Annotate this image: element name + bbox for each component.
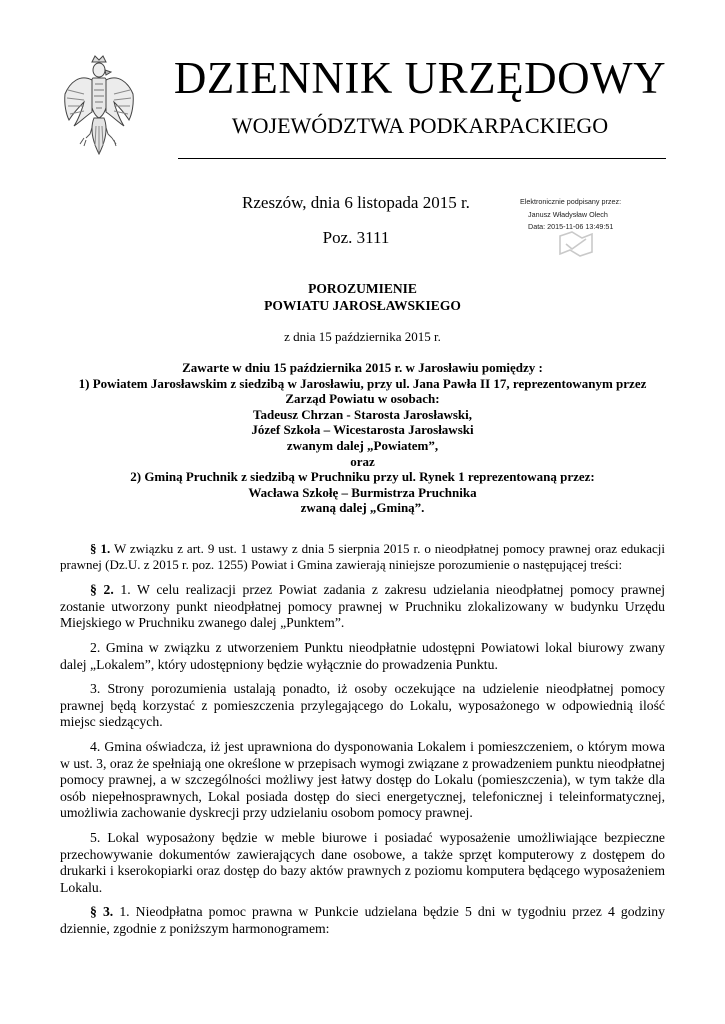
publication-date: Rzeszów, dnia 6 listopada 2015 r. [242, 193, 470, 212]
section-mark: § 1. [90, 541, 111, 556]
paragraph-text: 1. Nieodpłatna pomoc prawna w Punkcie udzielana będzie 5 dni w tygodniu przez 4 godziny dziennie, zgodnie z poniższym harmonogramem: [60, 904, 665, 936]
polish-eagle-emblem-icon [62, 54, 136, 164]
signature-label: Elektronicznie podpisany przez: [520, 197, 622, 206]
signature-name: Janusz Władysław Olech [528, 209, 608, 219]
paragraph-2-2: 2. Gmina w związku z utworzeniem Punktu nieodpłatnie udostępni Powiatowi lokal biurowy zwany dalej „Lokalem”, który udostępniony będzie wyłącznie do prowadzenia Punktu. [60, 639, 665, 672]
electronic-signature [520, 196, 720, 234]
journal-subtitle: WOJEWÓDZTWA PODKARPACKIEGO [231, 113, 609, 138]
document-title-line2: POWIATU JAROSŁAWSKIEGO [264, 297, 461, 313]
parties-line: zwaną dalej „Gminą”. [300, 500, 425, 516]
parties-line: 1) Powiatem Jarosławskim z siedzibą w Jarosławiu, przy ul. Jana Pawła II 17, reprezentowanym przez [78, 375, 647, 391]
document-body [60, 541, 665, 945]
paragraph-text: W związku z art. 9 ust. 1 ustawy z dnia 5 sierpnia 2015 r. o nieodpłatnej pomocy prawnej oraz edukacji prawnej (Dz.U. z 2015 r. poz. 1255) Powiat i Gmina zawierają niniejsze porozumienie o następującej treści: [60, 541, 666, 572]
paragraph-text: 1. W celu realizacji przez Powiat zadania z zakresu udzielania nieodpłatnej pomocy prawnej zostanie utworzony punkt nieodpłatnej pomocy prawnej w Pruchniku zlokalizowany w budynku Urzędu Miejskiego w Pruchniku zwanego dalej „Punktem”. [60, 582, 665, 631]
paragraph-section-3 [60, 904, 665, 937]
parties-line: Tadeusz Chrzan - Starosta Jarosławski, [253, 406, 472, 422]
position-number: Poz. 3111 [322, 228, 390, 247]
parties-block [40, 360, 685, 516]
parties-line: 2) Gminą Pruchnik z siedzibą w Pruchniku przy ul. Rynek 1 reprezentowaną przez: [130, 469, 595, 485]
signature-date: Data: 2015-11-06 13:49:51 [528, 222, 614, 231]
parties-line: Józef Szkoła – Wicestarosta Jarosławski [251, 422, 474, 438]
paragraph-2-3: 3. Strony porozumienia ustalają ponadto, iż osoby oczekujące na udzielenie nieodpłatnej pomocy prawnej będą korzystać z pomieszczenia przylegającego do Lokalu, wyposażonego w odpowiednią ilość miejsc siedzących. [60, 681, 665, 730]
paragraph-2-4: 4. Gmina oświadcza, iż jest uprawniona do dysponowania Lokalem i pomieszczeniem, o którym mowa w ust. 3, oraz że spełniają one określone w przepisach wymogi związane z prowadzeniem punktu nieodpłatnej pomocy prawnej, a w szczególności możliwy jest łatwy dostęp do Lokalu (pomieszczenia), w tym także dla osób niepełnosprawnych, Lokal posiada dostęp do sieci energetycznej, telefonicznej i teleinformatycznej, umożliwia zachowanie dyskrecji przy udzielaniu osobom pomocy prawnej. [60, 738, 665, 821]
header-divider [178, 158, 666, 159]
paragraph-section-1 [60, 541, 665, 572]
parties-line: Zarząd Powiatu w osobach: [285, 391, 440, 407]
journal-title: DZIENNIK URZĘDOWY [173, 53, 667, 103]
document-title-line1: POROZUMIENIE [308, 281, 417, 296]
document-title [60, 281, 665, 314]
signature-check-icon [556, 230, 596, 258]
parties-line: oraz [350, 453, 375, 469]
parties-line: Zawarte w dniu 15 października 2015 r. w Jarosławiu pomiędzy : [182, 360, 543, 375]
section-mark: § 2. [90, 582, 114, 598]
paragraph-section-2 [60, 582, 665, 632]
parties-line: Wacława Szkołę – Burmistrza Pruchnika [248, 484, 477, 500]
paragraph-2-5: 5. Lokal wyposażony będzie w meble biurowe i posiadać wyposażenie umożliwiające bezpieczne przechowywanie dokumentów zawierających dane osobowe, a także sprzęt komputerowy z dostępem do drukarki i kserokopiarki oraz dostęp do bazy aktów prawnych z poziomu komputera będącego wyposażeniem Lokalu. [60, 829, 665, 895]
section-mark: § 3. [90, 904, 114, 920]
parties-line: zwanym dalej „Powiatem”, [286, 437, 439, 453]
document-date: z dnia 15 października 2015 r. [284, 329, 441, 344]
